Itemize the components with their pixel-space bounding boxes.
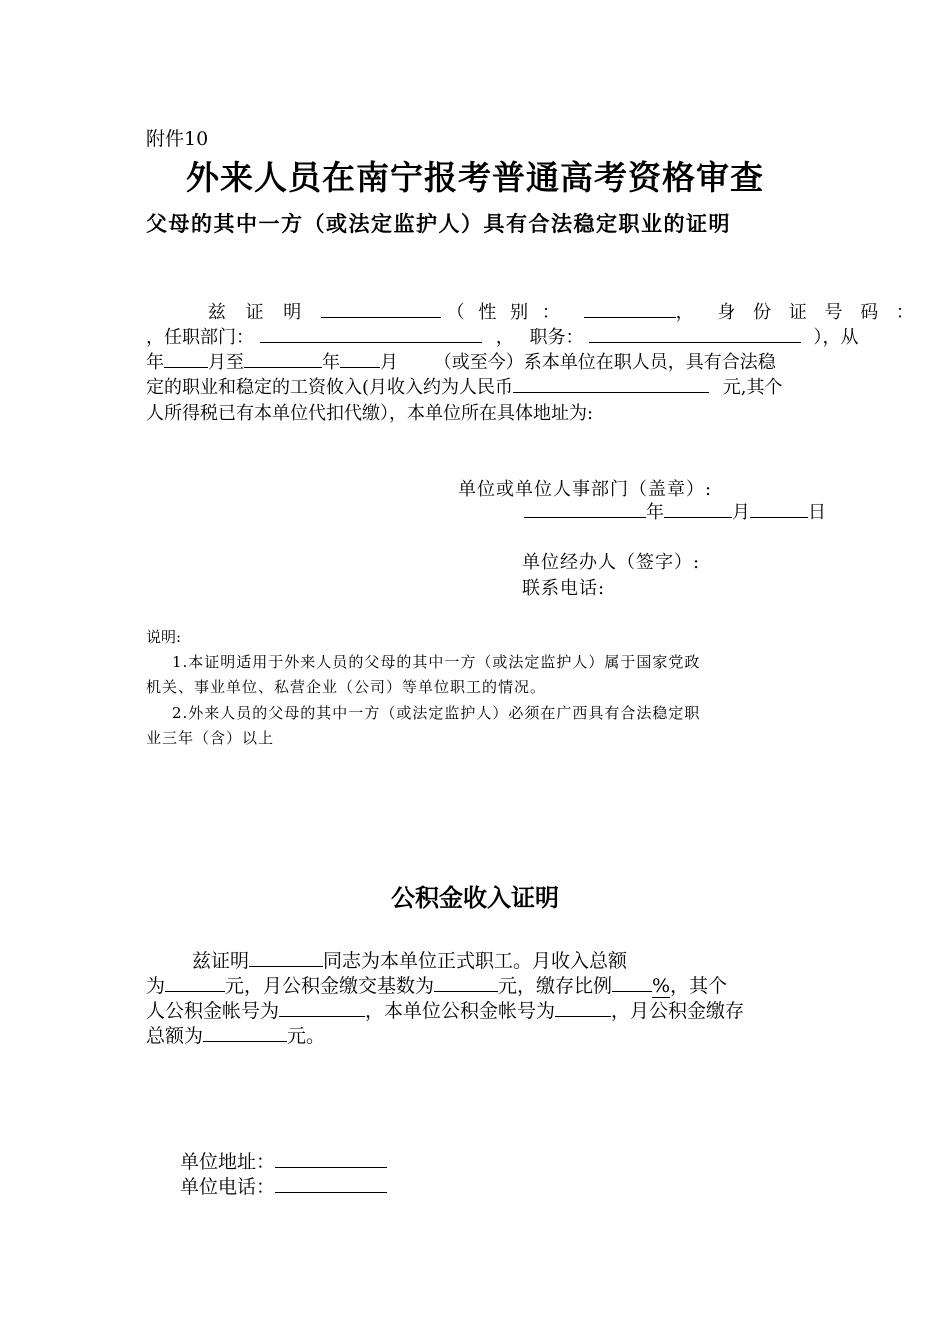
fund-text: 元。 <box>287 1025 326 1047</box>
phone-label: 联系电话: <box>522 578 606 599</box>
address-blank[interactable] <box>275 1149 387 1168</box>
fund-line-4 <box>146 1021 325 1048</box>
fund-line-2 <box>146 971 727 998</box>
sign-day-blank[interactable] <box>750 499 808 518</box>
notes-label: 说明: <box>146 628 182 646</box>
page-title: 外来人员在南宁报考普通高考资格审查 <box>186 158 764 197</box>
fund-text: 同志为本单位正式职工。月收入总额 <box>323 950 628 972</box>
comma: ， <box>495 327 514 348</box>
month-to-label: 月至 <box>208 352 244 373</box>
fund-text: ，本单位公积金帐号为 <box>365 1000 556 1022</box>
year-label: 年 <box>646 502 664 523</box>
note-2-cont: 业三年（含）以上 <box>146 729 275 747</box>
fund-text: 元，月公积金缴交基数为 <box>225 975 435 997</box>
year-label: 年 <box>146 352 164 373</box>
fund-text: 为 <box>146 975 166 997</box>
year-label-2: 年 <box>322 352 340 373</box>
income-blank[interactable] <box>165 973 225 992</box>
start-year-blank[interactable] <box>164 349 208 368</box>
dept-blank[interactable] <box>260 324 482 343</box>
handler-label: 单位经办人（签字）: <box>522 552 701 573</box>
cert-line-3 <box>146 348 776 374</box>
fund-text: 总额为 <box>146 1025 204 1047</box>
cert-text: 元,其个 <box>722 377 783 398</box>
unit-address <box>180 1147 387 1174</box>
end-year-blank[interactable] <box>340 349 380 368</box>
gender-label: （ 性 别 ： <box>446 302 564 323</box>
fund-text: ，其个 <box>670 975 728 997</box>
gender-blank[interactable] <box>584 299 676 318</box>
annex-label: 附件10 <box>146 128 209 150</box>
month-label: 月 <box>732 502 750 523</box>
name-blank[interactable] <box>321 299 441 318</box>
dept-label: ，任职部门： <box>146 327 254 348</box>
fund-text: ，月公积金缴存 <box>611 1000 745 1022</box>
fund-text: 人公积金帐号为 <box>146 1000 280 1022</box>
date-line <box>524 498 826 524</box>
day-label: 日 <box>808 502 826 523</box>
total-blank[interactable] <box>203 1023 287 1042</box>
cert-char: 攸 <box>326 377 344 398</box>
close-text: ），从 <box>813 327 859 348</box>
note-2: 2.外来人员的父母的其中一方（或法定监护人）必须在广西具有合法稳定职 <box>172 704 701 722</box>
fund-line-3 <box>146 996 744 1023</box>
fund-text: 元，缴存比例 <box>498 975 613 997</box>
phone-blank[interactable] <box>275 1174 387 1193</box>
fund-text: 兹证明 <box>192 950 250 972</box>
page-subtitle: 父母的其中一方（或法定监护人）具有合法稳定职业的证明 <box>146 211 731 236</box>
sign-year-blank[interactable] <box>524 499 646 518</box>
fund-title: 公积金收入证明 <box>391 884 559 912</box>
job-blank[interactable] <box>589 324 801 343</box>
note-1: 1.本证明适用于外来人员的父母的其中一方（或法定监护人）属于国家党政 <box>172 653 701 671</box>
cert-word: 明 <box>283 302 302 323</box>
cert-word: 兹 <box>207 302 226 323</box>
ratio-blank[interactable] <box>612 973 652 992</box>
id-label: 身 份 证 号 码 ： <box>717 302 920 323</box>
cert-text: （或至今）系本单位在职人员，具有合法稳 <box>433 352 776 373</box>
personal-account-blank[interactable] <box>279 998 365 1017</box>
job-label: 职务： <box>529 327 584 348</box>
cert-line-4 <box>146 373 783 399</box>
comma: ， <box>675 302 694 323</box>
unit-phone <box>180 1172 387 1199</box>
phone-label: 单位电话： <box>180 1176 276 1198</box>
unit-account-blank[interactable] <box>555 998 611 1017</box>
month-label: 月 <box>380 352 398 373</box>
base-blank[interactable] <box>434 973 498 992</box>
cert-text: 入(月收入约为人民币 <box>344 377 514 398</box>
salary-blank[interactable] <box>513 374 709 393</box>
percent-sign: % <box>652 975 671 997</box>
cert-line-5: 人所得税已有本单位代扣代缴），本单位所在具体地址为: <box>146 403 594 424</box>
cert-word: 证 <box>245 302 264 323</box>
cert-line-2 <box>146 323 858 349</box>
seal-label: 单位或单位人事部门（盖章）: <box>458 479 713 500</box>
cert-text: 定的职业和稳定的工资 <box>146 377 326 398</box>
fund-name-blank[interactable] <box>249 948 323 967</box>
address-label: 单位地址： <box>180 1151 276 1173</box>
cert-line-1 <box>146 298 920 324</box>
start-month-blank[interactable] <box>244 349 322 368</box>
sign-month-blank[interactable] <box>664 499 732 518</box>
note-1-cont: 机关、事业单位、私营企业（公司）等单位职工的情况。 <box>146 678 547 696</box>
fund-line-1 <box>192 946 627 973</box>
